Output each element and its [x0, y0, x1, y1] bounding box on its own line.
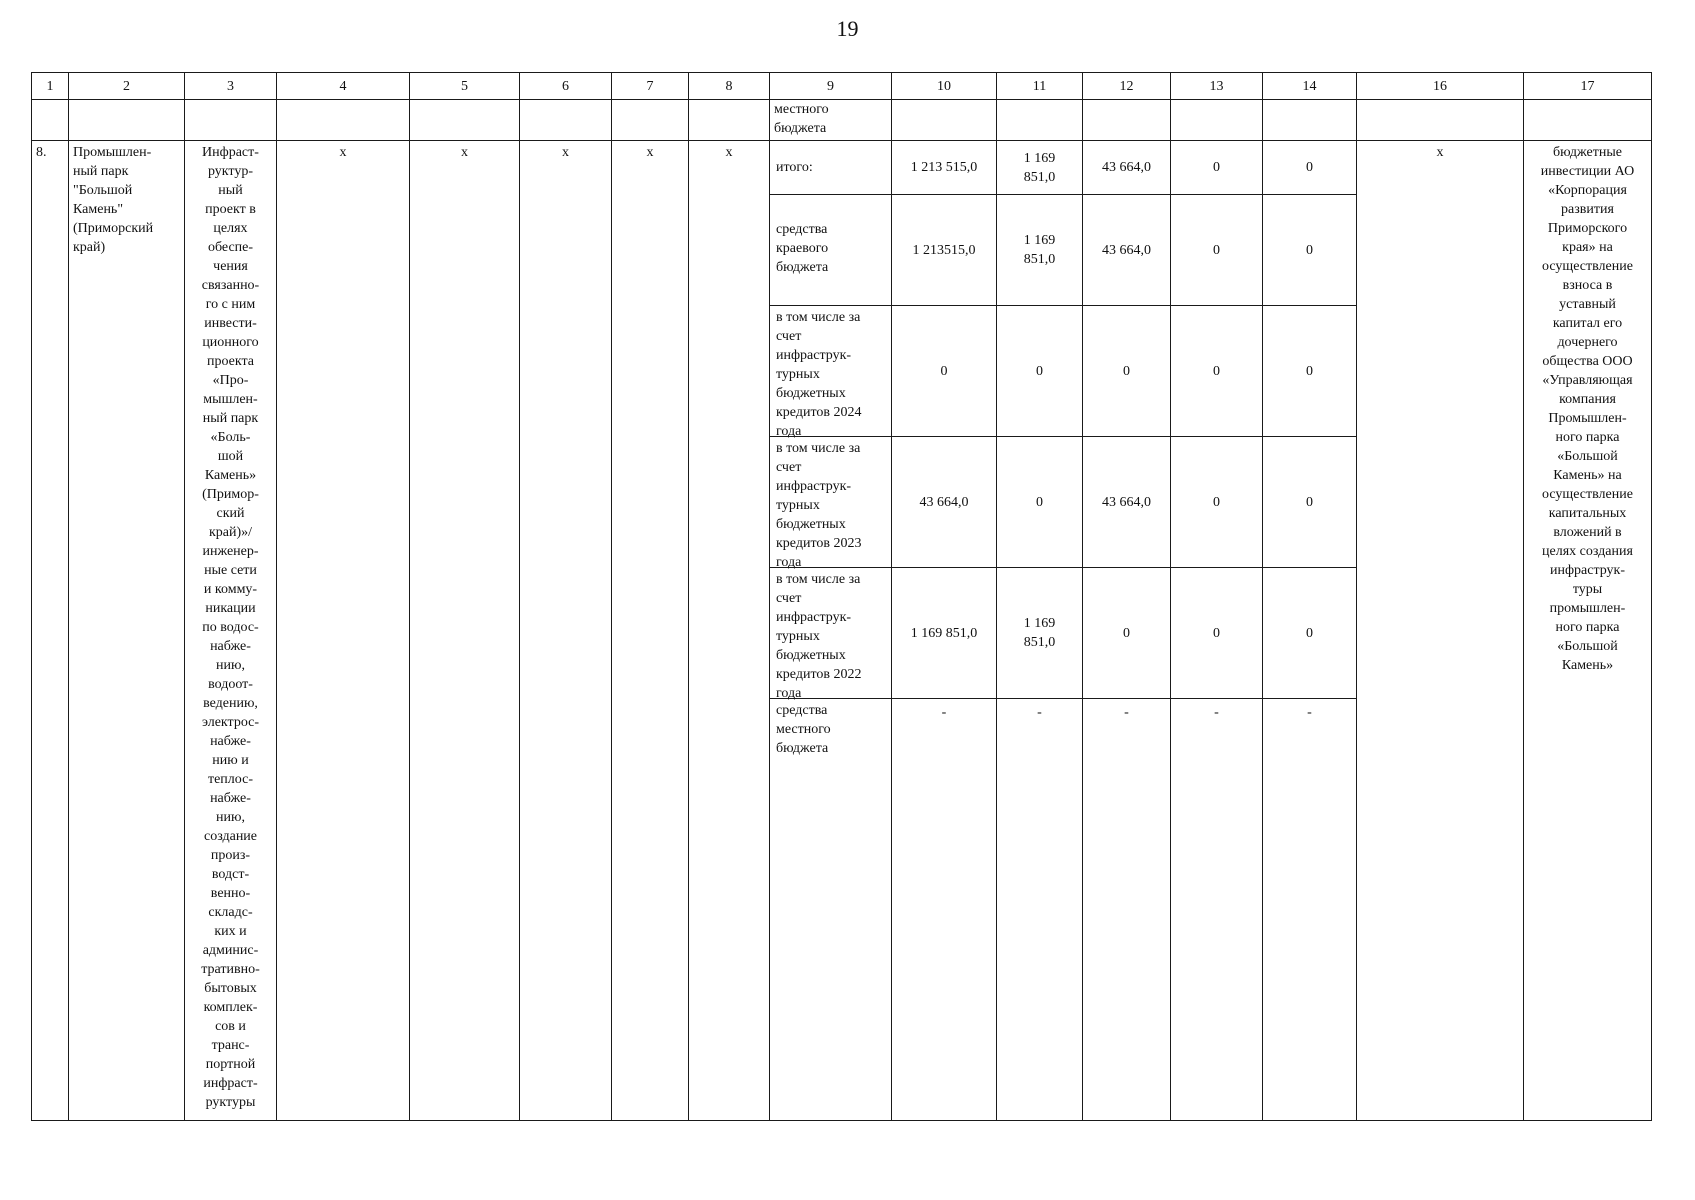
col10-value: 0: [892, 306, 996, 437]
col13-value: 0: [1171, 437, 1262, 568]
col12-column: [1083, 141, 1171, 1121]
col10-value: 1 169 851,0: [892, 568, 996, 699]
funding-source: в том числе за счет инфраструк- турных бюджетных кредитов 2023 года: [770, 437, 891, 568]
col-header-11: 11: [997, 73, 1083, 100]
col12-value: 0: [1083, 568, 1170, 699]
funding-source: в том числе за счет инфраструк- турных бюджетных кредитов 2022 года: [770, 568, 891, 699]
col12-value: 43 664,0: [1083, 437, 1170, 568]
col13-value: 0: [1171, 306, 1262, 437]
col-header-4: 4: [277, 73, 410, 100]
col-header-17: 17: [1524, 73, 1652, 100]
col7-value: x: [612, 141, 689, 1121]
funding-source-column: [770, 141, 892, 1121]
col-header-10: 10: [892, 73, 997, 100]
col-header-1: 1: [32, 73, 69, 100]
col11-value: 1 169 851,0: [997, 195, 1082, 306]
col-header-16: 16: [1357, 73, 1524, 100]
col-header-5: 5: [410, 73, 520, 100]
col8-value: x: [689, 141, 770, 1121]
funding-source: средства местного бюджета: [776, 703, 831, 756]
funding-source: в том числе за счет инфраструк- турных бюджетных кредитов 2024 года: [770, 306, 891, 437]
col-header-7: 7: [612, 73, 689, 100]
col4-value: x: [277, 141, 410, 1121]
col10-value: -: [941, 705, 947, 720]
col-header-8: 8: [689, 73, 770, 100]
col14-value: 0: [1263, 195, 1356, 306]
col11-value: -: [1037, 705, 1042, 720]
page-number: 19: [836, 16, 859, 41]
funding-source: средства краевого бюджета: [770, 195, 891, 306]
col11-value: 1 169 851,0: [997, 568, 1082, 699]
investment-note: бюджетные инвестиции АО «Корпорация развития Приморского края» на осуществление взноса в уставный капитал его дочернего общества ООО «Управляющая компания Промышлен- ного парка «Большой Камень» на осуществление капитальных вложений в целях создания инфраструк- туры промышлен- ного парка «Большой Камень»: [1524, 141, 1652, 1121]
col14-value: -: [1307, 705, 1312, 720]
col14-value: 0: [1263, 568, 1356, 699]
col-header-14: 14: [1263, 73, 1357, 100]
col13-value: 0: [1171, 141, 1262, 195]
col-header-9: 9: [770, 73, 892, 100]
col14-value: 0: [1263, 306, 1356, 437]
continuation-row: [32, 100, 1652, 141]
col14-value: 0: [1263, 437, 1356, 568]
col11-value: 0: [997, 306, 1082, 437]
col-header-2: 2: [69, 73, 185, 100]
col10-column: [892, 141, 997, 1121]
col12-value: 0: [1083, 306, 1170, 437]
col11-column: [997, 141, 1083, 1121]
object-name: Промышлен- ный парк "Большой Камень" (Приморский край): [69, 141, 185, 1121]
table-row: [32, 141, 1652, 1121]
col13-value: 0: [1171, 195, 1262, 306]
col14-value: 0: [1263, 141, 1356, 195]
col13-column: [1171, 141, 1263, 1121]
col-header-12: 12: [1083, 73, 1171, 100]
col11-value: 1 169 851,0: [997, 141, 1082, 195]
col13-value: 0: [1171, 568, 1262, 699]
col12-value: 43 664,0: [1083, 195, 1170, 306]
column-number-row: [32, 73, 1652, 100]
col10-value: 1 213 515,0: [892, 141, 996, 195]
row-number: 8.: [32, 141, 69, 1121]
col12-value: 43 664,0: [1083, 141, 1170, 195]
col12-value: -: [1124, 705, 1129, 720]
col-header-3: 3: [185, 73, 277, 100]
project-description: Инфраст- руктур- ный проект в целях обеспе- чения связанно- го с ним инвести- ционного проекта «Про- мышлен- ный парк «Боль- шой Камень» (Примор- ский край)»/ инженер- ные сети и комму- никации по водос- набже- нию, водоот- ведению, электрос- набже- нию и теплос- набже- нию, создание произ- водст- венно- складс- ких и админис- тративно- бытовых комплек- сов и транс- портной инфраст- руктуры: [185, 141, 277, 1121]
col10-value: 1 213515,0: [892, 195, 996, 306]
col-header-6: 6: [520, 73, 612, 100]
col-header-13: 13: [1171, 73, 1263, 100]
col11-value: 0: [997, 437, 1082, 568]
continuation-source: местного бюджета: [770, 100, 892, 141]
budget-table: [31, 72, 1652, 1121]
col10-value: 43 664,0: [892, 437, 996, 568]
col6-value: x: [520, 141, 612, 1121]
col13-value: -: [1214, 705, 1219, 720]
col16-value: x: [1357, 141, 1524, 1121]
col14-column: [1263, 141, 1357, 1121]
col5-value: x: [410, 141, 520, 1121]
funding-source: итого:: [770, 141, 891, 195]
